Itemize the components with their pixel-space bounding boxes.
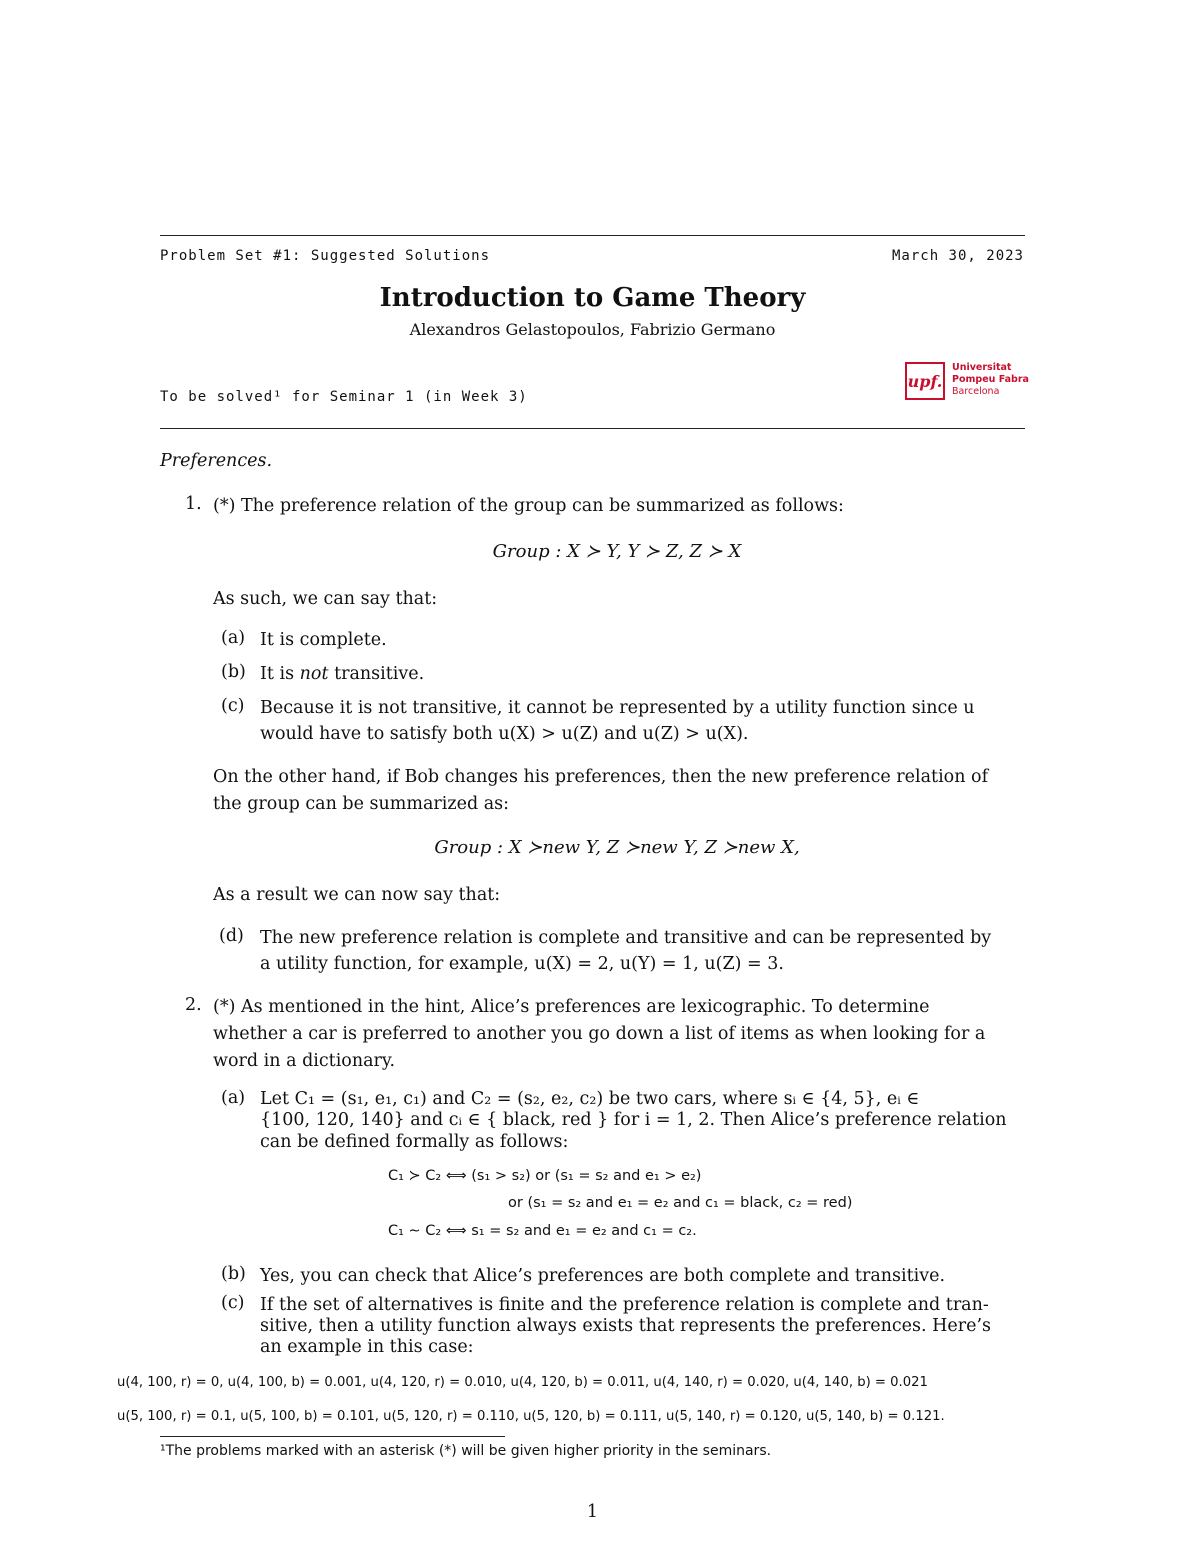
q2-a-line-2: {100, 120, 140} and cᵢ ∈ { black, red } for i = 1, 2. Then Alice’s preference relation (260, 1110, 1007, 1130)
q1-b: It is not transitive. (260, 664, 425, 684)
university-logo: upf. (905, 362, 945, 400)
q1-c-line-2: would have to satisfy both u(X) > u(Z) and u(Z) > u(X). (260, 724, 749, 744)
q1-as-such: As such, we can say that: (213, 589, 438, 609)
footnote-rule (160, 1436, 505, 1437)
q2-c-line-1: If the set of alternatives is finite and the preference relation is complete and tran- (260, 1295, 989, 1315)
q1-equation-1: Group : X ≻ Y, Y ≻ Z, Z ≻ X (492, 541, 742, 562)
q2-a-line-1: Let C₁ = (s₁, e₁, c₁) and C₂ = (s₂, e₂, c₂) be two cars, where sᵢ ∈ {4, 5}, eᵢ ∈ (260, 1089, 920, 1109)
q2-c-line-2: sitive, then a utility function always exists that represents the preferences. Here’s (260, 1316, 991, 1336)
q1-c-label: (c) (221, 696, 245, 716)
q2-number: 2. (185, 995, 202, 1015)
q1-c-line-1: Because it is not transitive, it cannot be represented by a utility function since u (260, 698, 975, 718)
q1-number: 1. (185, 494, 202, 514)
top-rule (160, 235, 1025, 236)
university-logo-text: Universitat Pompeu Fabra Barcelona (952, 362, 1029, 397)
q1-a: It is complete. (260, 630, 387, 650)
footnote: ¹The problems marked with an asterisk (*) will be given higher priority in the seminars. (160, 1443, 772, 1459)
header-left: Problem Set #1: Suggested Solutions (160, 248, 491, 264)
utility-row-1: u(4, 100, r) = 0, u(4, 100, b) = 0.001, u(4, 120, r) = 0.010, u(4, 120, b) = 0.011, u(4, 140, r) = 0.020, u(4, 140, b) = 0.021 (117, 1375, 928, 1390)
q1-intro: (*) The preference relation of the group can be summarized as follows: (213, 496, 844, 516)
q2-formula-1: C₁ ≻ C₂ ⟺ (s₁ > s₂) or (s₁ = s₂ and e₁ > e₂) (388, 1168, 702, 1184)
q1-other-line-2: the group can be summarized as: (213, 794, 510, 814)
page-number: 1 (586, 1502, 599, 1522)
header-date: March 30, 2023 (891, 248, 1024, 264)
q1-d-line-1: The new preference relation is complete and transitive and can be represented by (260, 928, 992, 948)
q2-b: Yes, you can check that Alice’s preferences are both complete and transitive. (260, 1266, 946, 1286)
q2-line-3: word in a dictionary. (213, 1051, 396, 1071)
section-title: Preferences. (160, 451, 273, 471)
q1-other-line-1: On the other hand, if Bob changes his preferences, then the new preference relation of (213, 767, 989, 787)
q1-d-label: (d) (219, 926, 244, 946)
q1-b-label: (b) (221, 662, 246, 682)
q2-a-label: (a) (221, 1088, 246, 1108)
q2-c-label: (c) (221, 1293, 245, 1313)
q1-a-label: (a) (221, 628, 246, 648)
utility-row-2: u(5, 100, r) = 0.1, u(5, 100, b) = 0.101, u(5, 120, r) = 0.110, u(5, 120, b) = 0.111, u(5, 140, r) = 0.120, u(5, 140, b) = 0.121. (117, 1409, 945, 1424)
q2-a-line-3: can be defined formally as follows: (260, 1132, 569, 1152)
q1-equation-2: Group : X ≻new Y, Z ≻new Y, Z ≻new X, (434, 837, 800, 858)
q2-c-line-3: an example in this case: (260, 1337, 474, 1357)
q2-formula-3: C₁ ∼ C₂ ⟺ s₁ = s₂ and e₁ = e₂ and c₁ = c₂. (388, 1223, 697, 1239)
q1-result: As a result we can now say that: (213, 885, 501, 905)
authors: Alexandros Gelastopoulos, Fabrizio Germano (409, 320, 776, 339)
q2-b-label: (b) (221, 1264, 246, 1284)
q2-line-2: whether a car is preferred to another you go down a list of items as when looking for a (213, 1024, 986, 1044)
header-bottom-rule (160, 428, 1025, 429)
q2-formula-2: or (s₁ = s₂ and e₁ = e₂ and c₁ = black, c₂ = red) (508, 1195, 853, 1211)
subline: To be solved¹ for Seminar 1 (in Week 3) (160, 389, 528, 405)
q2-line-1: (*) As mentioned in the hint, Alice’s preferences are lexicographic. To determine (213, 997, 930, 1017)
q1-d-line-2: a utility function, for example, u(X) = 2, u(Y) = 1, u(Z) = 3. (260, 954, 784, 974)
page-title: Introduction to Game Theory (379, 283, 806, 313)
